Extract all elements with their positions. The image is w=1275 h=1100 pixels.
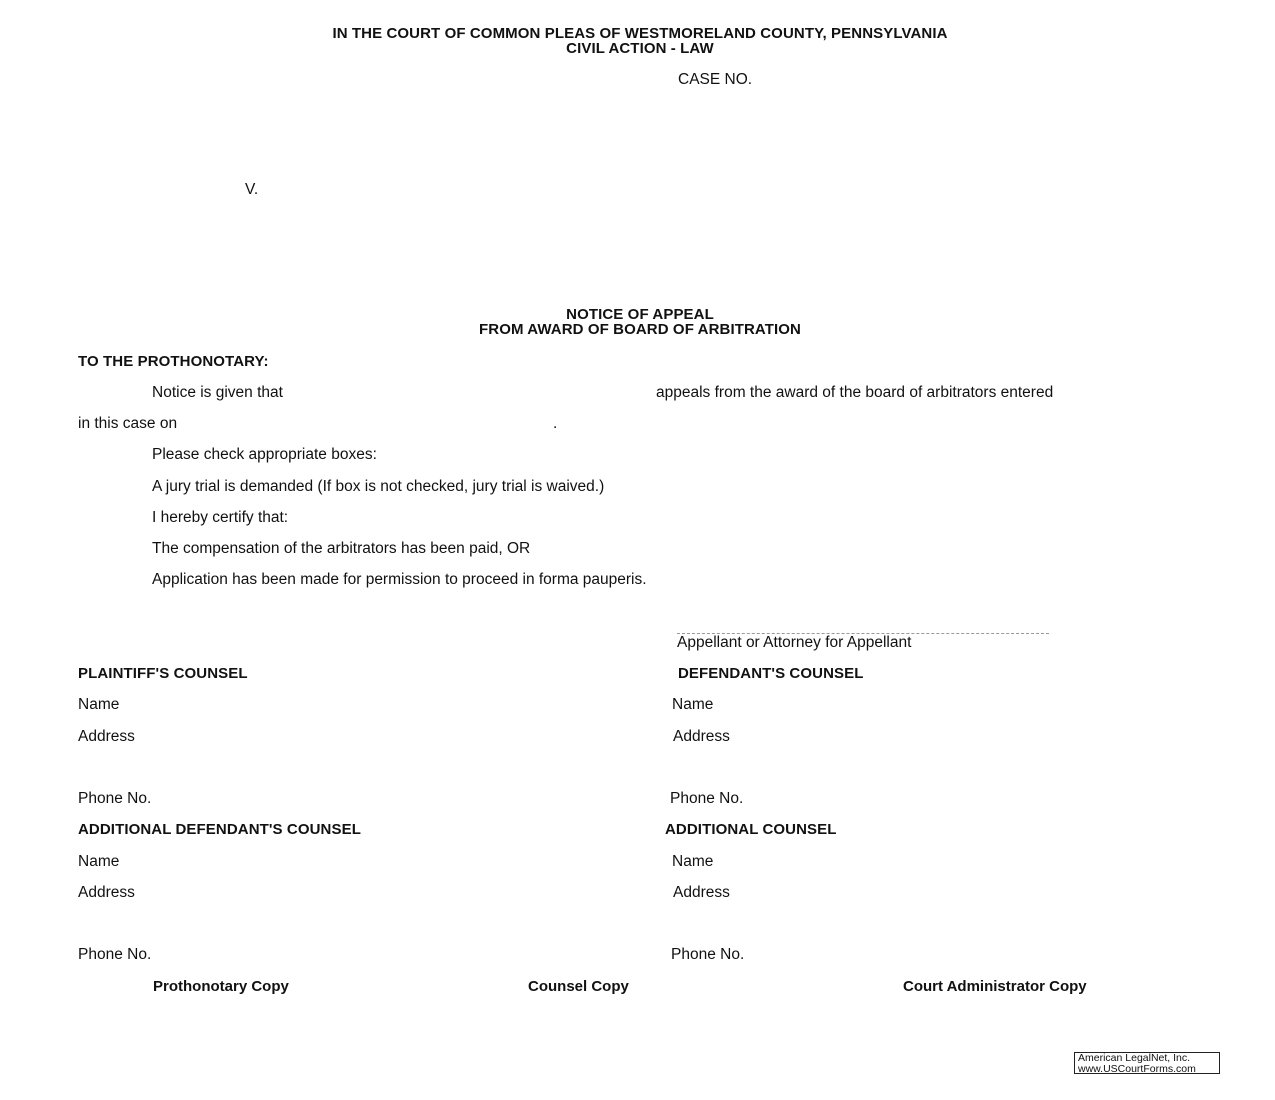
publisher-url: www.USCourtForms.com (1078, 1063, 1196, 1075)
document-subtitle: FROM AWARD OF BOARD OF ARBITRATION (479, 321, 801, 338)
additional-counsel-name-label: Name (672, 853, 714, 870)
plaintiff-counsel-heading: PLAINTIFF'S COUNSEL (78, 665, 248, 682)
defendant-counsel-phone-label: Phone No. (670, 790, 744, 807)
additional-defendant-counsel-heading: ADDITIONAL DEFENDANT'S COUNSEL (78, 821, 361, 838)
compensation-paid-option: The compensation of the arbitrators has been paid, OR (152, 540, 531, 557)
certify-label: I hereby certify that: (152, 509, 289, 526)
action-type-heading: CIVIL ACTION - LAW (566, 40, 714, 57)
defendant-counsel-name-label: Name (672, 696, 714, 713)
signature-label: Appellant or Attorney for Appellant (677, 634, 912, 651)
notice-prefix: Notice is given that (152, 384, 283, 401)
plaintiff-counsel-address-label: Address (78, 728, 135, 745)
publisher-badge (1074, 1052, 1220, 1074)
case-date-label: in this case on (78, 415, 178, 432)
additional-counsel-phone-label: Phone No. (671, 946, 745, 963)
defendant-counsel-address-label: Address (673, 728, 730, 745)
jury-trial-option: A jury trial is demanded (If box is not checked, jury trial is waived.) (152, 478, 605, 495)
case-number-label: CASE NO. (678, 71, 753, 88)
additional-defendant-counsel-name-label: Name (78, 853, 120, 870)
document-title: NOTICE OF APPEAL (566, 306, 714, 323)
case-date-period: . (553, 415, 558, 432)
court-administrator-copy-label: Court Administrator Copy (903, 978, 1087, 995)
plaintiff-counsel-phone-label: Phone No. (78, 790, 152, 807)
defendant-counsel-heading: DEFENDANT'S COUNSEL (678, 665, 864, 682)
additional-counsel-heading: ADDITIONAL COUNSEL (665, 821, 837, 838)
additional-counsel-address-label: Address (673, 884, 730, 901)
prothonotary-copy-label: Prothonotary Copy (153, 978, 289, 995)
versus-label: V. (245, 181, 259, 198)
check-boxes-instruction: Please check appropriate boxes: (152, 446, 377, 463)
notice-suffix: appeals from the award of the board of arbitrators entered (656, 384, 1054, 401)
forma-pauperis-option: Application has been made for permission to proceed in forma pauperis. (152, 571, 647, 588)
court-heading: IN THE COURT OF COMMON PLEAS OF WESTMORELAND COUNTY, PENNSYLVANIA (332, 25, 948, 42)
counsel-copy-label: Counsel Copy (528, 978, 629, 995)
plaintiff-counsel-name-label: Name (78, 696, 120, 713)
publisher-name: American LegalNet, Inc. (1078, 1052, 1191, 1064)
addressee-heading: TO THE PROTHONOTARY: (78, 353, 269, 370)
additional-defendant-counsel-phone-label: Phone No. (78, 946, 152, 963)
additional-defendant-counsel-address-label: Address (78, 884, 135, 901)
